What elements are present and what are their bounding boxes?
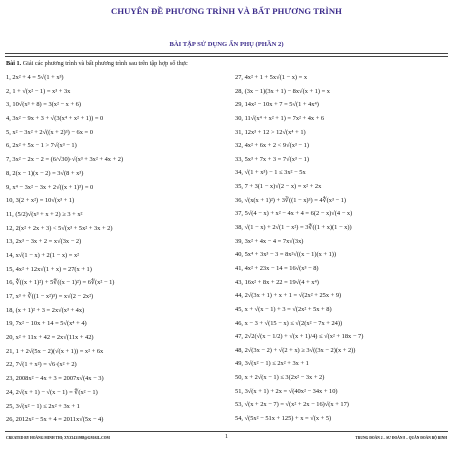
footer-unit: TRUNG ĐOÀN 2 – SƯ ĐOÀN 8 – QUÂN ĐOÀN BỘ BINH (355, 436, 447, 440)
problem-list-left (6, 71, 224, 427)
problem-item: 40, 5x⁴ + 3x³ − 3 = 8x²√((x − 1)(x + 1)) (235, 251, 337, 259)
exercise-instruction: Giải các phương trình và bất phương trình sau trên tập hợp số thực (21, 60, 188, 67)
problem-item: 32, 4x² + 6x + 2 < 9√(x³ − 1) (235, 142, 309, 150)
problem-item: 37, 5√(4 − x) + x² − 4x + 4 = 6(2 − x)√(4 − x) (235, 210, 353, 218)
footer-rule (5, 431, 448, 432)
problem-item: 9, x⁴ − 3x² − 3x + 2√((x + 1)³) = 0 (6, 183, 94, 191)
problem-item: 50, x + 2√(x − 1) ≤ 3(2x² − 3x + 2) (235, 374, 325, 382)
problem-item: 22, 7√(1 + x²) = √6·(x² + 2) (6, 361, 77, 369)
problem-item: 54, √(5x² − 51x + 125) + x = √(x + 5) (235, 415, 332, 423)
problem-item: 47, 2√2(√(x − 1/2) + √(x + 1)/4) ≤ √(x² + 18x − 7) (235, 333, 364, 341)
problem-item: 7, 3x² − 2x − 2 = (6/√30)·√(x³ + 3x² + 4x + 2) (6, 156, 124, 164)
problem-item: 4, 3x² − 9x + 3 + √(3(x⁴ + x² + 1)) = 0 (6, 115, 104, 123)
problem-item: 6, 2x² + 5x − 1 > 7√(x³ − 1) (6, 142, 77, 150)
problem-item: 38, √(1 − x) + 2√(1 − x²) = 3∜((1 + x)(1 − x)) (235, 224, 352, 232)
problem-item: 46, x − 3 + √(15 − x) ≤ √(2(x² − 7x + 24)) (235, 319, 343, 327)
exercise-label: Bài 1. (6, 60, 22, 67)
problem-item: 21, 1 + 2√(5x − 2)(√(x + 1)) = x² + 6x (6, 347, 104, 355)
problem-item: 25, 3√(x² − 1) ≤ 2x² + 3x + 1 (6, 402, 80, 410)
problem-item: 15, 4x² + 12x√(1 + x) = 27(x + 1) (6, 265, 92, 273)
problem-item: 29, 14x² − 10x + 7 = 5√(1 + 4x⁴) (235, 101, 319, 109)
problem-item: 8, 2(x − 1)(x − 2) = 3√(8 + x³) (6, 169, 84, 177)
problem-item: 27, 4x² + 1 + 5x√(1 − x) = x (235, 74, 308, 81)
problem-list-right (235, 71, 449, 426)
problem-item: 35, 7 + 3(1 − x)√(2 − x) = x² + 2x (235, 183, 322, 191)
problem-item: 14, x√(1 − x) + 2(1 − x) = x² (6, 251, 80, 259)
problem-item: 17, x³ + ∛((1 − x²)³) = x√(2 − 2x²) (6, 293, 94, 300)
problem-item: 19, 7x² − 10x + 14 = 5√(x⁴ + 4) (6, 320, 87, 328)
problem-item: 13, 2x³ − 3x + 2 = x√(3x − 2) (6, 238, 82, 246)
problem-item: 20, x² + 11x + 42 = 2x√(11x + 42) (6, 334, 94, 342)
problem-item: 49, 3√(x² − 1) ≤ 2x² + 3x + 1 (235, 360, 309, 368)
problem-item: 12, 2(x² + 2x + 3) < 5√(x³ + 5x² + 3x + 2) (6, 224, 113, 232)
problem-item: 5, x² − 3x² + 2√((x + 2)³) − 6x = 0 (6, 128, 93, 136)
problem-item: 43, 16x² + 8x + 22 = 19√(4 + x⁴) (235, 278, 319, 286)
problem-item: 31, 12x³ + 12 > 12√(x⁴ + 1) (235, 128, 306, 136)
problem-item: 11, (5/2)√(x³ + x + 2) ≥ 3 + x² (6, 210, 83, 218)
problem-item: 10, 3(2 + x²) = 10√(x³ + 1) (6, 197, 75, 205)
exercise-intro (6, 60, 188, 67)
page-number: 1 (225, 434, 228, 440)
problem-item: 3, 10√(x³ + 8) = 3(x² − x + 6) (6, 101, 82, 109)
footer-author: CREATED BY HOÀNG MINH THI; XYZ1431988@GMAIL.COM (6, 436, 110, 440)
problem-item: 1, 2x² + 4 = 5√(1 + x³) (6, 74, 64, 81)
document-title: CHUYÊN ĐỀ PHƯƠNG TRÌNH VÀ BẤT PHƯƠNG TRÌNH (111, 6, 342, 16)
problem-item: 18, (x + 1)² + 3 = 2x√(x³ + 4x) (6, 306, 85, 314)
problem-item: 51, 3√(x + 1) + 2x = √(40x² − 34x + 10) (235, 387, 338, 395)
document-subtitle: BÀI TẬP SỬ DỤNG ẨN PHỤ (PHẦN 2) (169, 41, 284, 48)
problem-item: 45, x + √(x − 1) + 3 = √(2x² + 5x + 8) (235, 305, 332, 313)
problem-item: 28, (3x − 1)(3x + 1) − 8x√(x + 1) = x (235, 87, 331, 95)
problem-item: 39, 3x² + 4x − 4 = 7x√(3x) (235, 237, 304, 245)
problem-item: 24, 2√(x + 1) − √(x − 1) = ∜(x² − 1) (6, 388, 98, 396)
problem-item: 16, ∜((x + 1)²) + 5∜((x − 1)²) = 6∜(x² − 1) (6, 279, 115, 287)
problem-item: 30, 11√(x⁴ + x² + 1) = 7x² + 4x + 6 (235, 114, 325, 122)
problem-item: 53, √(x + 2x − 7) = √(x² + 2x − 16)√(x + 17) (235, 401, 349, 409)
header-rule-top (5, 53, 448, 54)
problem-item: 23, 2008x² − 4x + 3 = 2007x√(4x − 3) (6, 375, 104, 383)
problem-item: 34, √(1 + x³) − 1 ≤ 3x² − 5x (235, 169, 306, 177)
problem-item: 36, √(x(x + 1)²) + 3∛((1 − x)³) = 4∜(x³ − 1) (235, 196, 347, 204)
problem-item: 44, 2√(3x + 1) + x + 1 = √(2x² + 25x + 9) (235, 292, 342, 300)
problem-item: 33, 5x³ + 7x + 3 = 7√(x³ − 1) (235, 155, 309, 163)
problem-item: 48, 2√(3x − 2) + √(2 + x) ≥ 3√((3x − 2)(x + 2)) (235, 346, 356, 354)
header-rule-bottom (5, 56, 448, 57)
problem-item: 41, 4x² + 23x − 14 = 16√(x³ − 8) (235, 264, 319, 272)
problem-item: 26, 2012x² − 5x + 4 = 2011x√(5x − 4) (6, 416, 104, 424)
problem-item: 2, 1 + √(x² − 1) = x³ + 3x (6, 87, 71, 95)
